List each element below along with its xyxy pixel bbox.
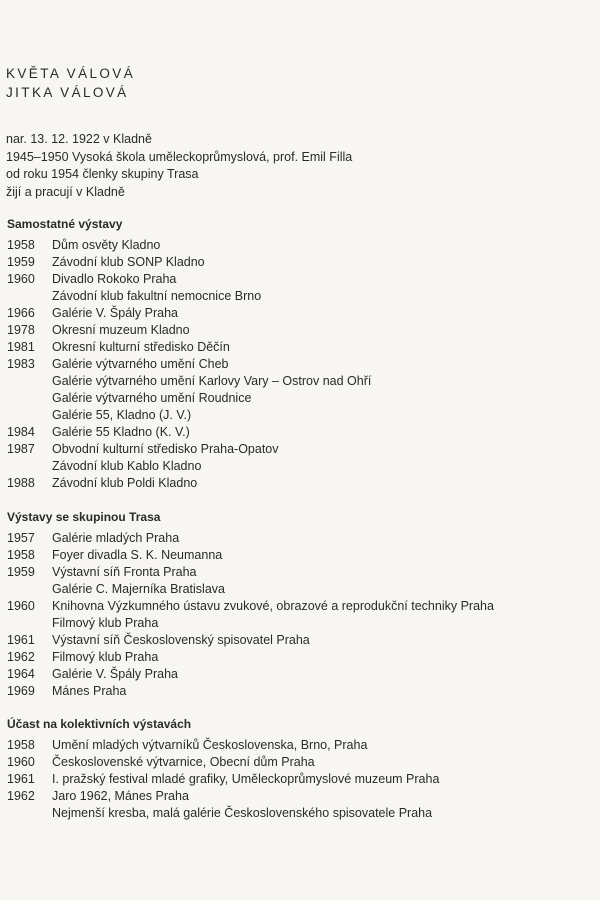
trasa-exhibitions-list	[7, 530, 494, 700]
exhibition-venue: Jaro 1962, Mánes Praha	[52, 789, 189, 803]
exhibition-row	[7, 649, 494, 666]
bio-line: od roku 1954 členky skupiny Trasa	[6, 167, 199, 181]
exhibition-year	[7, 458, 52, 475]
exhibition-row	[7, 598, 494, 615]
exhibition-venue: Galérie V. Špály Praha	[52, 667, 179, 681]
biography	[6, 131, 352, 201]
exhibition-year: 1959	[7, 255, 35, 269]
author-name: JITKA VÁLOVÁ	[6, 85, 129, 100]
exhibition-venue: Okresní kulturní středisko Děčín	[52, 340, 230, 354]
exhibition-venue: Galérie výtvarného umění Cheb	[52, 357, 229, 371]
exhibition-row	[7, 373, 371, 390]
exhibition-row	[7, 237, 371, 254]
exhibition-row	[7, 339, 371, 356]
exhibition-venue: Závodní klub Poldi Kladno	[52, 476, 198, 490]
exhibition-row	[7, 547, 494, 564]
exhibition-row	[7, 564, 494, 581]
exhibition-year: 1984	[7, 425, 35, 439]
exhibition-year: 1969	[7, 684, 35, 698]
exhibition-venue: Foyer divadla S. K. Neumanna	[52, 548, 223, 562]
exhibition-row	[7, 254, 371, 271]
exhibition-row	[7, 754, 439, 771]
author-name: KVĚTA VÁLOVÁ	[6, 66, 136, 81]
solo-exhibitions-list	[7, 237, 371, 492]
bio-line: nar. 13. 12. 1922 v Kladně	[6, 132, 152, 146]
exhibition-year: 1960	[7, 755, 35, 769]
exhibition-row	[7, 530, 494, 547]
exhibition-venue: Závodní klub SONP Kladno	[52, 255, 205, 269]
exhibition-row	[7, 271, 371, 288]
exhibition-venue: Výstavní síň Fronta Praha	[52, 565, 197, 579]
exhibition-year	[7, 390, 52, 407]
exhibition-venue: Divadlo Rokoko Praha	[52, 272, 177, 286]
exhibition-row	[7, 581, 494, 598]
exhibition-year	[7, 581, 52, 598]
exhibition-year	[7, 373, 52, 390]
exhibition-venue: Závodní klub Kablo Kladno	[52, 459, 202, 473]
exhibition-row	[7, 305, 371, 322]
exhibition-row	[7, 737, 439, 754]
section-title-solo-exhibitions: Samostatné výstavy	[7, 217, 123, 231]
exhibition-year: 1962	[7, 789, 35, 803]
exhibition-row	[7, 666, 494, 683]
exhibition-year: 1959	[7, 565, 35, 579]
exhibition-row	[7, 288, 371, 305]
exhibition-venue: Dům osvěty Kladno	[52, 238, 161, 252]
exhibition-year: 1981	[7, 340, 35, 354]
exhibition-year: 1961	[7, 772, 35, 786]
exhibition-row	[7, 407, 371, 424]
collective-exhibitions-list	[7, 737, 439, 822]
exhibition-row	[7, 683, 494, 700]
exhibition-venue: Obvodní kulturní středisko Praha-Opatov	[52, 442, 279, 456]
exhibition-year	[7, 407, 52, 424]
exhibition-year: 1962	[7, 650, 35, 664]
section-title-trasa-exhibitions: Výstavy se skupinou Trasa	[7, 510, 161, 524]
exhibition-venue: Mánes Praha	[52, 684, 127, 698]
exhibition-venue: Nejmenší kresba, malá galérie Československého spisovatele Praha	[52, 806, 433, 820]
exhibition-row	[7, 615, 494, 632]
exhibition-venue: Knihovna Výzkumného ústavu zvukové, obrazové a reprodukční techniky Praha	[52, 599, 494, 613]
exhibition-year: 1966	[7, 306, 35, 320]
exhibition-year: 1988	[7, 476, 35, 490]
exhibition-row	[7, 771, 439, 788]
exhibition-year	[7, 615, 52, 632]
exhibition-year: 1987	[7, 442, 35, 456]
exhibition-venue: Československé výtvarnice, Obecní dům Praha	[52, 755, 315, 769]
exhibition-year: 1958	[7, 238, 35, 252]
exhibition-year	[7, 288, 52, 305]
exhibition-venue: Umění mladých výtvarníků Československa, Brno, Praha	[52, 738, 368, 752]
exhibition-row	[7, 322, 371, 339]
exhibition-venue: Filmový klub Praha	[52, 616, 159, 630]
exhibition-row	[7, 390, 371, 407]
exhibition-year: 1961	[7, 633, 35, 647]
exhibition-venue: I. pražský festival mladé grafiky, Uměleckoprůmyslové muzeum Praha	[52, 772, 440, 786]
exhibition-row	[7, 441, 371, 458]
exhibition-row	[7, 458, 371, 475]
exhibition-row	[7, 632, 494, 649]
exhibition-venue: Galérie mladých Praha	[52, 531, 180, 545]
author-names	[6, 64, 135, 102]
exhibition-year	[7, 805, 52, 822]
section-title-collective-exhibitions: Účast na kolektivních výstavách	[7, 717, 192, 731]
exhibition-venue: Galérie 55 Kladno (K. V.)	[52, 425, 190, 439]
exhibition-venue: Galérie výtvarného umění Karlovy Vary – Ostrov nad Ohří	[52, 374, 372, 388]
exhibition-row	[7, 424, 371, 441]
exhibition-year: 1960	[7, 272, 35, 286]
exhibition-venue: Galérie výtvarného umění Roudnice	[52, 391, 252, 405]
bio-line: 1945–1950 Vysoká škola uměleckoprůmyslová, prof. Emil Filla	[6, 149, 353, 164]
exhibition-venue: Výstavní síň Československý spisovatel Praha	[52, 633, 310, 647]
exhibition-row	[7, 356, 371, 373]
exhibition-year: 1978	[7, 323, 35, 337]
exhibition-venue: Galérie C. Majerníka Bratislava	[52, 582, 225, 596]
exhibition-year: 1958	[7, 548, 35, 562]
exhibition-row	[7, 788, 439, 805]
exhibition-venue: Galérie 55, Kladno (J. V.)	[52, 408, 192, 422]
exhibition-year: 1960	[7, 599, 35, 613]
exhibition-venue: Filmový klub Praha	[52, 650, 159, 664]
exhibition-venue: Galérie V. Špály Praha	[52, 306, 179, 320]
bio-line: žijí a pracují v Kladně	[6, 184, 125, 199]
exhibition-year: 1983	[7, 357, 35, 371]
exhibition-year: 1957	[7, 531, 35, 545]
exhibition-venue: Závodní klub fakultní nemocnice Brno	[52, 289, 262, 303]
exhibition-row	[7, 475, 371, 492]
exhibition-venue: Okresní muzeum Kladno	[52, 323, 190, 337]
exhibition-year: 1958	[7, 738, 35, 752]
exhibition-row	[7, 805, 439, 822]
exhibition-year: 1964	[7, 667, 35, 681]
